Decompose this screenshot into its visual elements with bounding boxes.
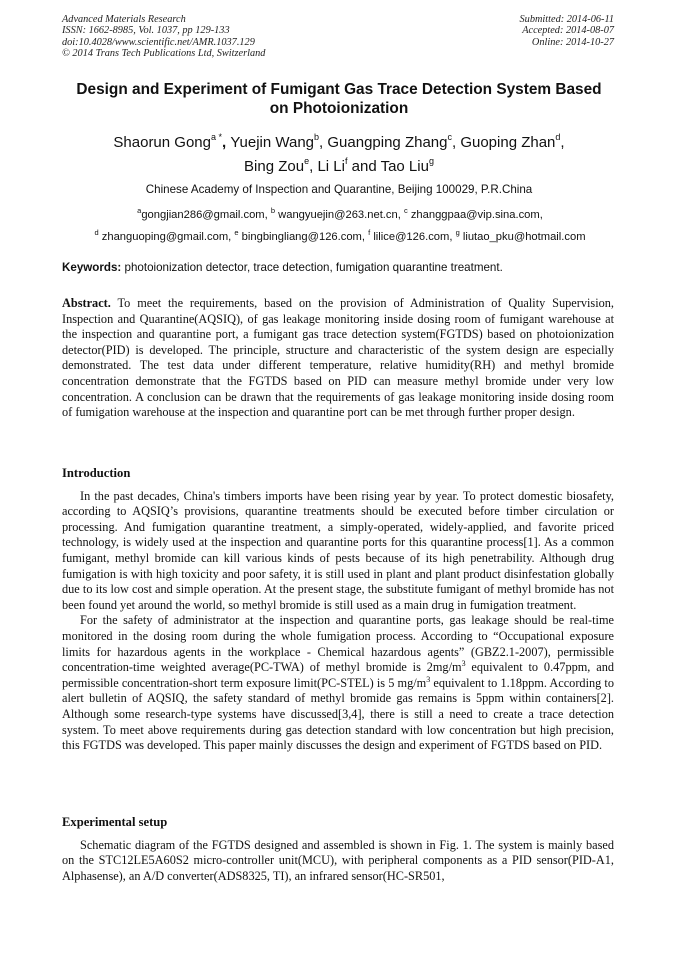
header-right xyxy=(520,14,614,48)
author-sup: g xyxy=(428,156,434,166)
email-link[interactable]: zhanggpaa@vip.sina.com xyxy=(410,209,540,221)
author-separator: , xyxy=(560,134,565,151)
author-name: Guoping Zhan xyxy=(460,134,556,151)
introduction-paragraph-2 xyxy=(62,613,614,753)
title-line-2: on Photoionization xyxy=(269,100,409,117)
title-line-1: Design and Experiment of Fumigant Gas Trace Detection System Based xyxy=(76,81,602,98)
email-sup: d xyxy=(94,228,99,237)
keywords-text: photoionization detector, trace detection, fumigation quarantine treatment. xyxy=(121,261,503,274)
author-line-1 xyxy=(60,131,618,155)
abstract-label: Abstract. xyxy=(62,296,111,310)
email-link[interactable]: gongjian286@gmail.com xyxy=(141,209,265,221)
keywords xyxy=(62,261,618,275)
email-sup: a xyxy=(137,206,142,215)
email-sup: e xyxy=(234,228,239,237)
author-name: Guangping Zhang xyxy=(327,134,448,151)
email-link[interactable]: zhanguoping@gmail.com xyxy=(101,231,229,243)
abstract-text: To meet the requirements, based on the provision of Administration of Quality Supervision, Inspection and Quarantine(AQSIQ), of gas leakage monitoring inside dosing room of fumigant warehouse at the inspection and quarantine port, a fumigant gas trace detection system(FGTDS) based on photoionization detector(PID) is developed. The principle, structure and characteristic of the system design are especially demonstrated. The test data under different temperature, relative humidity(RH) and methyl bromide concentration demonstrate that the FGTDS based on PID can measure methyl bromide under very low concentration. A conclusion can be drawn that the requirements of gas leakage monitoring inside dosing room of fumigation warehouse at the inspection and quarantine port can be met through further proper design. xyxy=(62,296,614,420)
abstract-paragraph xyxy=(62,296,614,421)
author-name: Yuejin Wang xyxy=(230,134,315,151)
journal-copyright: © 2014 Trans Tech Publications Ltd, Switzerland xyxy=(62,48,266,60)
email-line-1: $^a$gongjian286@gmail.com, $^b$ wangyuejin@263.net.cn, $^c$ zhanggpaa@vip.sina.com, xyxy=(137,206,543,221)
paragraph-text: For the safety of administrator at the inspection and quarantine ports, gas leakage should be real-time monitored in the dosing room during the whole fumigation process. According to “Occupational exposure limits for hazardous agents in the workplace - Chemical hazardous agents” (GBZ2.1-2007), permissible concentration-time weighted average(PC-TWA) of methyl bromide is 2mg/m xyxy=(62,613,614,675)
email-line-2: $^d$ zhanguoping@gmail.com, $^e$ bingbingliang@126.com, $^f$ lilice@126.com, $^g$ liutao_pku@hotmail.com xyxy=(94,228,586,243)
accepted-date: Accepted: 2014-08-07 xyxy=(522,25,614,37)
email-link[interactable]: lilice@126.com xyxy=(373,231,450,243)
experimental-paragraph-1: Schematic diagram of the FGTDS designed and assembled is shown in Fig. 1. The system is mainly based on the STC12LE5A60S2 micro-controller unit(MCU), with peripheral components as a PID sensor(PID-A1, Alphasense), an A/D converter(ADS8325, TI), an infrared sensor(HC-SR501, xyxy=(62,837,614,883)
journal-name: Advanced Materials Research xyxy=(62,14,186,25)
author-sup: e xyxy=(304,156,310,166)
email-link[interactable]: liutao_pku@hotmail.com xyxy=(462,231,586,243)
superscript: 3 xyxy=(426,674,431,684)
introduction-section xyxy=(62,466,614,754)
author-separator: , xyxy=(222,134,231,151)
paragraph-text: equivalent to 0.47ppm, and permissible concentration-short term exposure limit(PC-STEL) is 5 mg/m xyxy=(62,660,614,690)
email-sup: f xyxy=(368,228,371,237)
author-name: Shaorun Gong xyxy=(113,134,211,151)
author-name: Li Li xyxy=(317,158,345,175)
journal-doi: doi:10.4028/www.scientific.net/AMR.1037.129 xyxy=(62,36,255,48)
author-separator: , xyxy=(309,158,318,175)
paragraph-text: equivalent to 1.18ppm. According to alert bulletin of AQSIQ, the safety standard of methyl bromide gas remains is 5ppm within containers[2]. Although some research-type systems have discussed[3,4], there is still a need to create a trace detection system. To meet above requirements during gas detection standard with low concentration but high precision, this FGTDS was developed. This paper mainly discusses the design and experiment of FGTDS based on PID. xyxy=(62,675,614,753)
experimental-section xyxy=(62,815,614,884)
author-line-2 xyxy=(60,155,618,179)
introduction-paragraph-1: In the past decades, China's timbers imports have been rising year by year. To protect domestic biosafety, according to AQSIQ’s provisions, quarantine treatments should be executed before timber circulation or processing. And fumigation quarantine treatment, a simply-operated, widely-applied, and favorite priced technology, is widely used at the inspection and quarantine ports for this quarantine process[1]. As a common fumigant, methyl bromide can kill various kinds of pests because of its high penetrability. Although drug fumigation is with high toxicity and poor safety, it is still used in plant and plant product disinfestation globally due to its low cost and simple operation. At the present stage, the substitute fumigant of methyl bromide has not been found yet around the world, so methyl bromide is still used as a main drug in fumigation treatment. xyxy=(62,488,614,612)
author-sup: a * xyxy=(210,132,222,142)
author-separator: and xyxy=(347,158,381,175)
author-separator: , xyxy=(319,134,328,151)
introduction-heading: Introduction xyxy=(62,466,131,480)
author-name: Tao Liu xyxy=(380,158,429,175)
email-sup: g xyxy=(455,228,460,237)
email-list xyxy=(62,204,618,248)
abstract xyxy=(62,296,614,421)
superscript: 3 xyxy=(461,659,466,669)
author-separator: , xyxy=(451,134,461,151)
author-list xyxy=(60,131,618,179)
email-sup: b xyxy=(270,206,276,215)
keywords-label: Keywords: xyxy=(62,261,122,274)
email-link[interactable]: wangyuejin@263.net.cn xyxy=(278,209,398,221)
online-date: Online: 2014-10-27 xyxy=(531,36,614,48)
author-sup: b xyxy=(314,132,320,142)
email-sup: c xyxy=(403,206,408,215)
paper-title xyxy=(60,80,618,118)
author-sup: c xyxy=(447,132,452,142)
submitted-date: Submitted: 2014-06-11 xyxy=(519,14,614,25)
author-sup: f xyxy=(344,156,348,166)
author-name: Bing Zou xyxy=(244,158,305,175)
experimental-heading: Experimental setup xyxy=(62,815,168,829)
header-left xyxy=(62,14,265,60)
journal-issn: ISSN: 1662-8985, Vol. 1037, pp 129-133 xyxy=(62,25,230,37)
affiliation: Chinese Academy of Inspection and Quarantine, Beijing 100029, P.R.China xyxy=(145,183,533,196)
author-sup: d xyxy=(555,132,561,142)
email-link[interactable]: bingbingliang@126.com xyxy=(241,231,362,243)
